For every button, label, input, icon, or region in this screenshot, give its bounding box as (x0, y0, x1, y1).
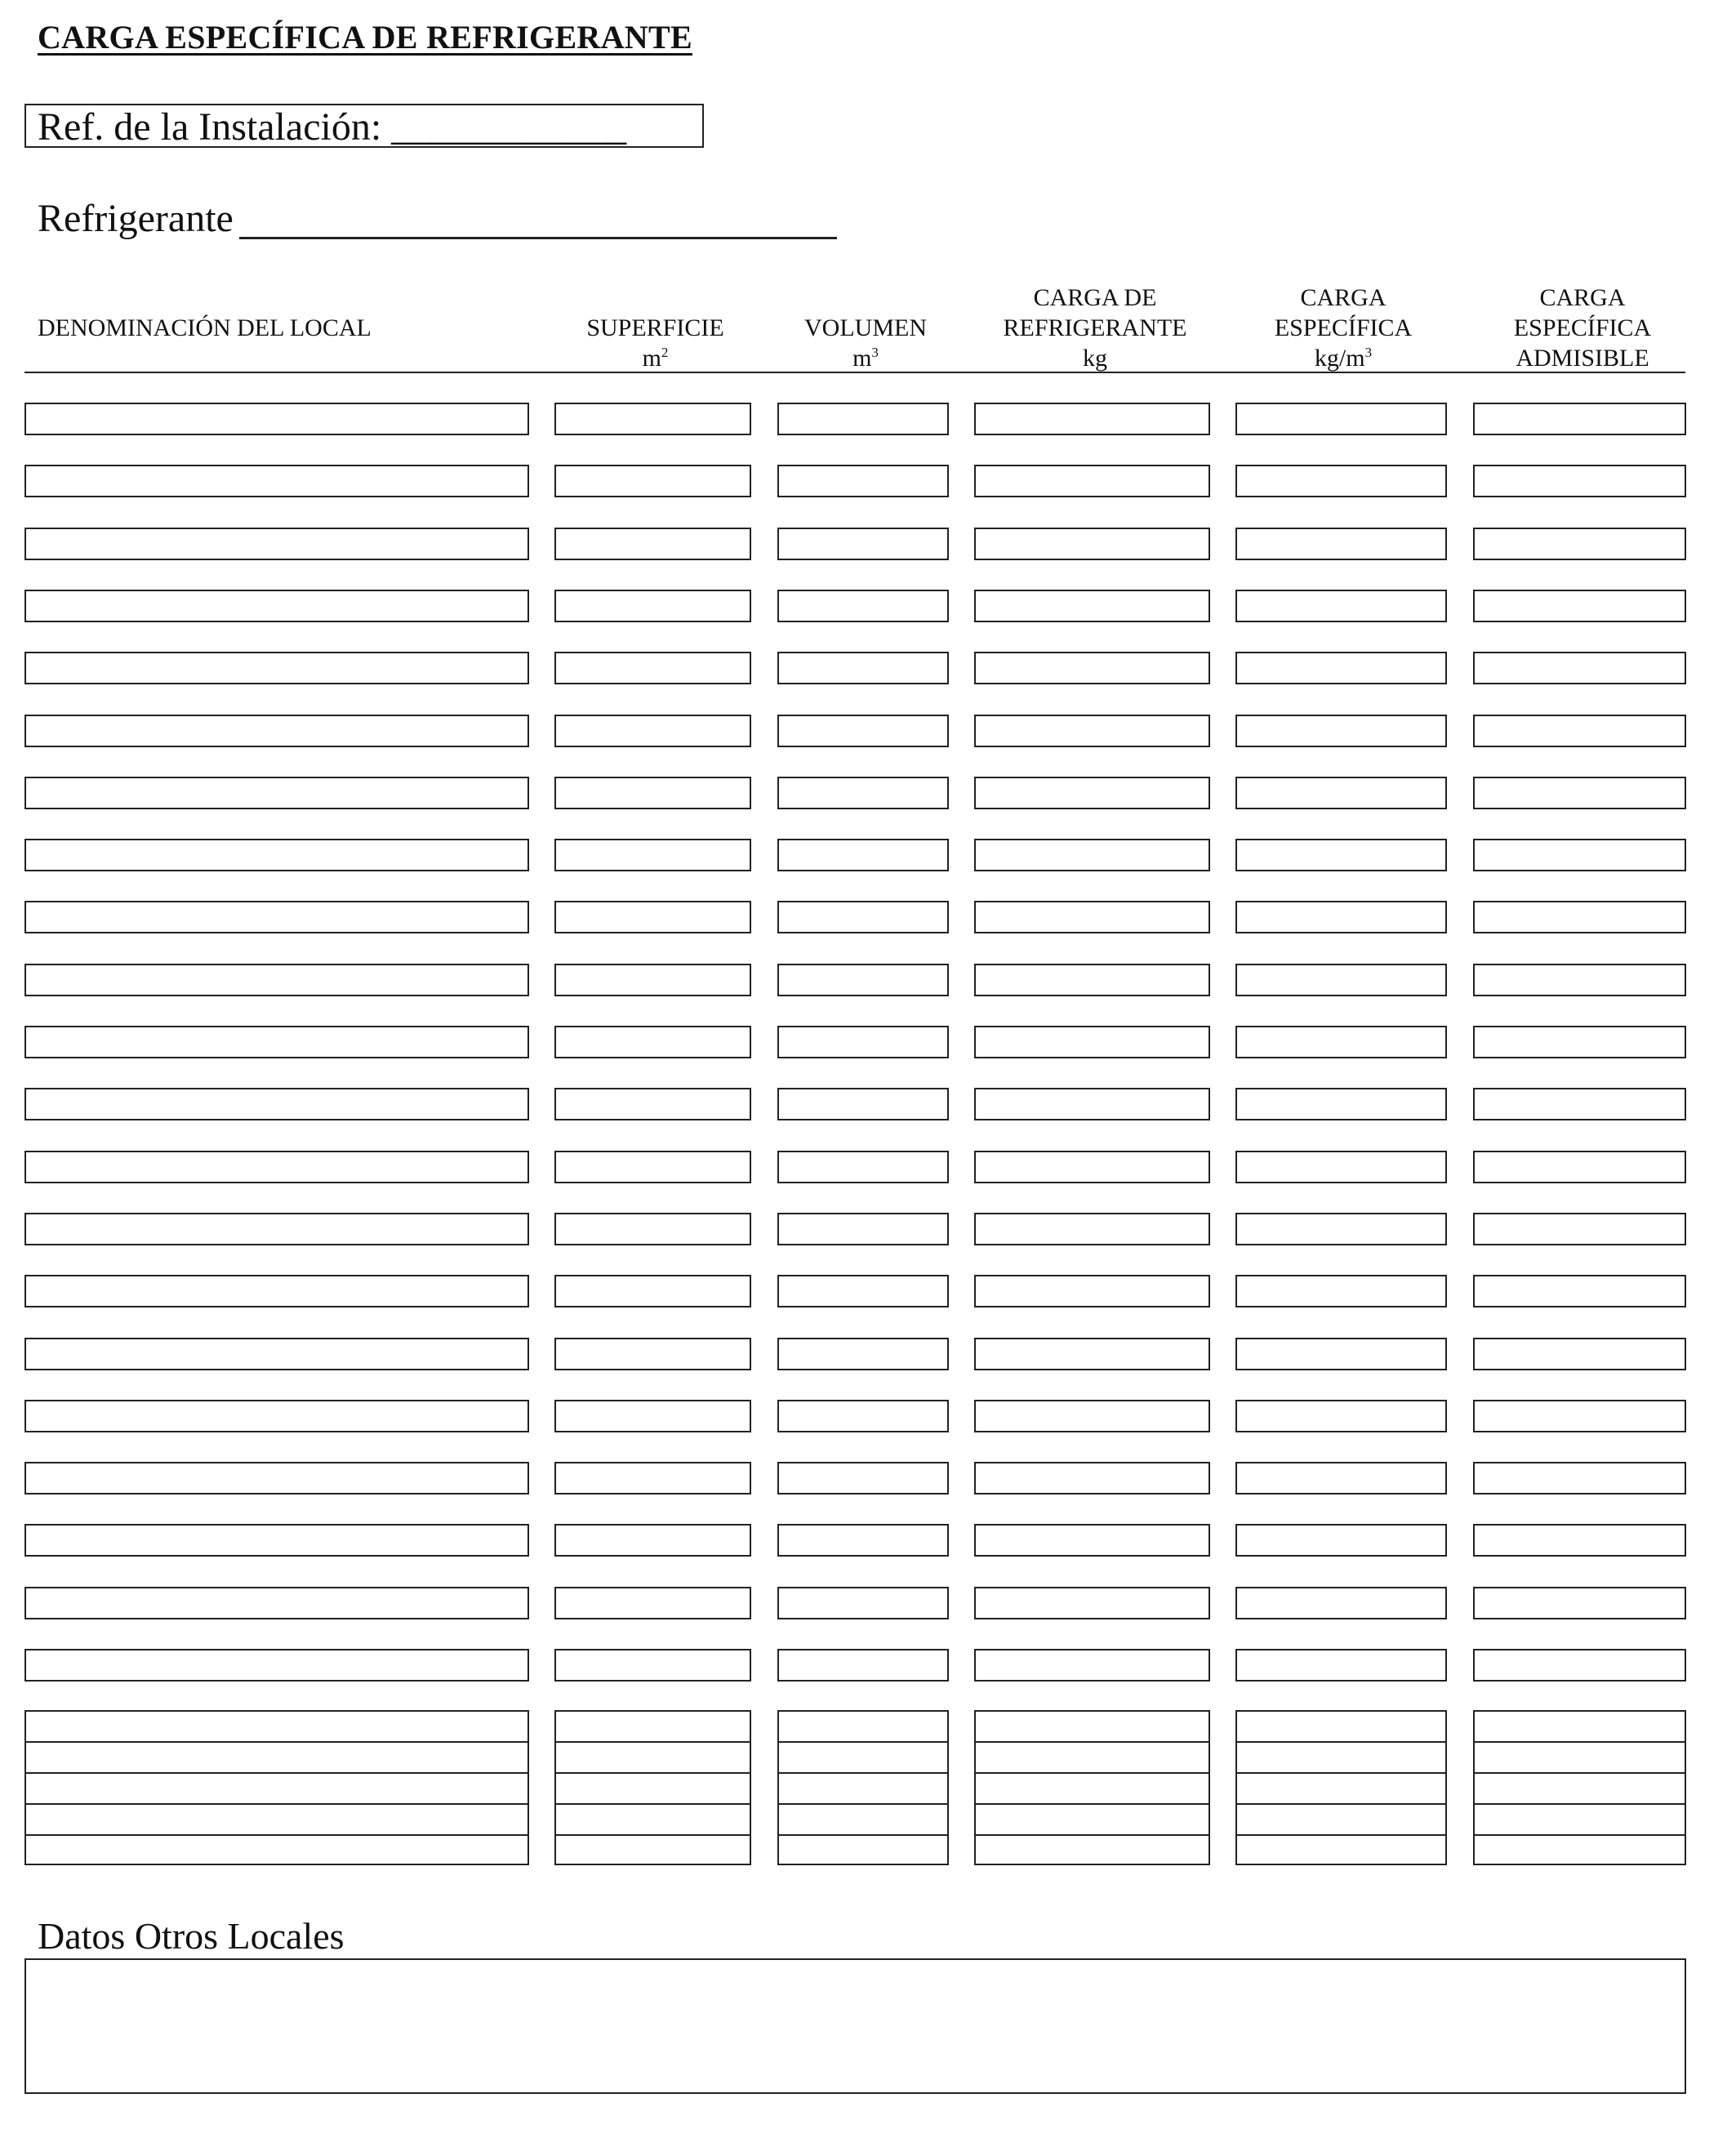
cell-carga-admisible[interactable] (1473, 901, 1686, 933)
cell-carga-refrigerante[interactable] (974, 777, 1210, 809)
cell-denominacion[interactable] (24, 465, 529, 497)
group-row-divider (777, 1741, 949, 1743)
cell-superficie[interactable] (554, 528, 751, 560)
col-header-line: CARGA DE (1033, 284, 1157, 311)
cell-volumen[interactable] (777, 1400, 949, 1432)
cell-denominacion[interactable] (24, 1462, 529, 1494)
group-row-divider (777, 1834, 949, 1836)
cell-carga-admisible[interactable] (1473, 403, 1686, 435)
cell-volumen[interactable] (777, 964, 949, 996)
cell-carga-admisible[interactable] (1473, 465, 1686, 497)
cell-group-denominacion[interactable] (24, 1710, 529, 1865)
cell-carga-refrigerante[interactable] (974, 652, 1210, 684)
cell-carga-especifica[interactable] (1235, 1026, 1447, 1058)
cell-carga-refrigerante[interactable] (974, 1338, 1210, 1370)
cell-carga-especifica[interactable] (1235, 1587, 1447, 1619)
cell-denominacion[interactable] (24, 1213, 529, 1245)
cell-superficie[interactable] (554, 590, 751, 622)
refrigerante-label: Refrigerante (38, 197, 234, 240)
group-row-divider (1473, 1772, 1686, 1774)
cell-carga-admisible[interactable] (1473, 1524, 1686, 1557)
group-row-divider (554, 1834, 751, 1836)
group-row-divider (554, 1741, 751, 1743)
cell-carga-especifica[interactable] (1235, 403, 1447, 435)
cell-carga-refrigerante[interactable] (974, 1026, 1210, 1058)
cell-volumen[interactable] (777, 528, 949, 560)
cell-carga-admisible[interactable] (1473, 1275, 1686, 1307)
col-header-line: REFRIGERANTE (1003, 314, 1187, 341)
cell-denominacion[interactable] (24, 652, 529, 684)
cell-superficie[interactable] (554, 777, 751, 809)
cell-superficie[interactable] (554, 1400, 751, 1432)
cell-denominacion[interactable] (24, 1151, 529, 1183)
cell-volumen[interactable] (777, 1151, 949, 1183)
cell-carga-refrigerante[interactable] (974, 964, 1210, 996)
cell-group-volumen[interactable] (777, 1710, 949, 1865)
cell-carga-especifica[interactable] (1235, 715, 1447, 747)
cell-carga-especifica[interactable] (1235, 1088, 1447, 1120)
cell-carga-refrigerante[interactable] (974, 1587, 1210, 1619)
cell-carga-refrigerante[interactable] (974, 528, 1210, 560)
cell-carga-especifica[interactable] (1235, 901, 1447, 933)
form-title: CARGA ESPECÍFICA DE REFRIGERANTE (38, 19, 692, 56)
cell-carga-refrigerante[interactable] (974, 1151, 1210, 1183)
cell-carga-admisible[interactable] (1473, 1338, 1686, 1370)
cell-superficie[interactable] (554, 715, 751, 747)
header-rule (24, 372, 1685, 373)
cell-superficie[interactable] (554, 1088, 751, 1120)
group-row-divider (974, 1803, 1210, 1805)
col-header-line: DENOMINACIÓN DEL LOCAL (38, 314, 372, 341)
cell-denominacion[interactable] (24, 1338, 529, 1370)
col-header-line: ADMISIBLE (1516, 345, 1649, 372)
cell-carga-refrigerante[interactable] (974, 1275, 1210, 1307)
ref-instalacion-text: Ref. de la Instalación: (38, 105, 382, 149)
cell-carga-admisible[interactable] (1473, 839, 1686, 871)
unit-exponent: 3 (1364, 345, 1373, 360)
cell-carga-admisible[interactable] (1473, 1400, 1686, 1432)
cell-volumen[interactable] (777, 1338, 949, 1370)
cell-carga-admisible[interactable] (1473, 964, 1686, 996)
cell-carga-admisible[interactable] (1473, 652, 1686, 684)
cell-carga-admisible[interactable] (1473, 777, 1686, 809)
cell-carga-especifica[interactable] (1235, 1649, 1447, 1682)
cell-carga-especifica[interactable] (1235, 1275, 1447, 1307)
otros-locales-label: Datos Otros Locales (38, 1915, 345, 1957)
col-header-volumen (780, 313, 951, 373)
cell-carga-admisible[interactable] (1473, 1151, 1686, 1183)
cell-carga-refrigerante[interactable] (974, 1400, 1210, 1432)
cell-superficie[interactable] (554, 1649, 751, 1682)
cell-carga-especifica[interactable] (1235, 465, 1447, 497)
cell-denominacion[interactable] (24, 528, 529, 560)
cell-carga-especifica[interactable] (1235, 839, 1447, 871)
group-row-divider (24, 1803, 529, 1805)
group-row-divider (974, 1772, 1210, 1774)
cell-volumen[interactable] (777, 1026, 949, 1058)
cell-carga-especifica[interactable] (1235, 1338, 1447, 1370)
cell-carga-admisible[interactable] (1473, 1026, 1686, 1058)
cell-group-carga-refrigerante[interactable] (974, 1710, 1210, 1865)
cell-denominacion[interactable] (24, 777, 529, 809)
cell-denominacion[interactable] (24, 1587, 529, 1619)
cell-carga-especifica[interactable] (1235, 777, 1447, 809)
cell-superficie[interactable] (554, 465, 751, 497)
cell-denominacion[interactable] (24, 1026, 529, 1058)
cell-denominacion[interactable] (24, 1088, 529, 1120)
cell-carga-refrigerante[interactable] (974, 1213, 1210, 1245)
cell-carga-admisible[interactable] (1473, 528, 1686, 560)
cell-carga-refrigerante[interactable] (974, 465, 1210, 497)
group-row-divider (554, 1772, 751, 1774)
cell-carga-especifica[interactable] (1235, 528, 1447, 560)
cell-carga-refrigerante[interactable] (974, 1088, 1210, 1120)
col-header-line: kg (1083, 345, 1107, 372)
group-row-divider (1473, 1803, 1686, 1805)
cell-superficie[interactable] (554, 1462, 751, 1494)
cell-denominacion[interactable] (24, 1524, 529, 1557)
unit-text: kg/m (1314, 345, 1365, 372)
cell-carga-refrigerante[interactable] (974, 715, 1210, 747)
col-header-line: CARGA (1300, 284, 1387, 311)
cell-group-carga-admisible[interactable] (1473, 1710, 1686, 1865)
group-row-divider (777, 1772, 949, 1774)
group-row-divider (1235, 1772, 1447, 1774)
group-row-divider (24, 1772, 529, 1774)
cell-volumen[interactable] (777, 1088, 949, 1120)
cell-superficie[interactable] (554, 1213, 751, 1245)
col-header-carga-especifica (1237, 283, 1449, 373)
col-header-denominacion (38, 313, 372, 343)
cell-carga-refrigerante[interactable] (974, 901, 1210, 933)
cell-volumen[interactable] (777, 590, 949, 622)
col-header-line: VOLUMEN (804, 314, 927, 341)
col-header-carga-admisible (1476, 283, 1689, 373)
group-row-divider (1235, 1741, 1447, 1743)
cell-volumen[interactable] (777, 715, 949, 747)
cell-carga-refrigerante[interactable] (974, 1649, 1210, 1682)
unit-text: m (852, 345, 872, 372)
cell-volumen[interactable] (777, 777, 949, 809)
cell-denominacion[interactable] (24, 590, 529, 622)
group-row-divider (24, 1834, 529, 1836)
group-row-divider (24, 1741, 529, 1743)
cell-superficie[interactable] (554, 839, 751, 871)
cell-superficie[interactable] (554, 964, 751, 996)
cell-superficie[interactable] (554, 1151, 751, 1183)
cell-superficie[interactable] (554, 652, 751, 684)
cell-volumen[interactable] (777, 839, 949, 871)
cell-carga-refrigerante[interactable] (974, 403, 1210, 435)
group-row-divider (1235, 1803, 1447, 1805)
cell-carga-admisible[interactable] (1473, 1649, 1686, 1682)
cell-denominacion[interactable] (24, 715, 529, 747)
cell-denominacion[interactable] (24, 1649, 529, 1682)
cell-carga-especifica[interactable] (1235, 964, 1447, 996)
cell-volumen[interactable] (777, 652, 949, 684)
cell-carga-admisible[interactable] (1473, 715, 1686, 747)
cell-superficie[interactable] (554, 403, 751, 435)
group-row-divider (1473, 1741, 1686, 1743)
refrigerante-input-line[interactable] (239, 237, 837, 239)
cell-denominacion[interactable] (24, 1275, 529, 1307)
cell-carga-admisible[interactable] (1473, 1213, 1686, 1245)
cell-carga-refrigerante[interactable] (974, 1462, 1210, 1494)
col-header-carga-refrigerante (977, 283, 1213, 373)
cell-volumen[interactable] (777, 465, 949, 497)
cell-denominacion[interactable] (24, 964, 529, 996)
cell-volumen[interactable] (777, 901, 949, 933)
unit-exponent: 2 (661, 345, 669, 360)
cell-carga-refrigerante[interactable] (974, 590, 1210, 622)
col-header-line: SUPERFICIE (586, 314, 724, 341)
group-row-divider (1473, 1834, 1686, 1836)
cell-denominacion[interactable] (24, 839, 529, 871)
col-header-unit (555, 343, 755, 373)
group-row-divider (777, 1803, 949, 1805)
cell-carga-admisible[interactable] (1473, 1587, 1686, 1619)
cell-volumen[interactable] (777, 1213, 949, 1245)
cell-carga-refrigerante[interactable] (974, 839, 1210, 871)
cell-denominacion[interactable] (24, 901, 529, 933)
unit-exponent: 3 (871, 345, 879, 360)
cell-volumen[interactable] (777, 1275, 949, 1307)
group-row-divider (554, 1803, 751, 1805)
cell-volumen[interactable] (777, 1462, 949, 1494)
col-header-superficie (555, 313, 755, 373)
cell-carga-especifica[interactable] (1235, 1524, 1447, 1557)
cell-volumen[interactable] (777, 1587, 949, 1619)
cell-superficie[interactable] (554, 901, 751, 933)
cell-carga-especifica[interactable] (1235, 590, 1447, 622)
cell-carga-admisible[interactable] (1473, 1462, 1686, 1494)
cell-carga-especifica[interactable] (1235, 1462, 1447, 1494)
cell-denominacion[interactable] (24, 1400, 529, 1432)
group-row-divider (974, 1834, 1210, 1836)
cell-carga-admisible[interactable] (1473, 1088, 1686, 1120)
group-row-divider (1235, 1834, 1447, 1836)
cell-group-carga-especifica[interactable] (1235, 1710, 1447, 1865)
cell-superficie[interactable] (554, 1587, 751, 1619)
ref-instalacion-blank: ____________ (391, 105, 627, 149)
cell-superficie[interactable] (554, 1026, 751, 1058)
cell-carga-especifica[interactable] (1235, 1400, 1447, 1432)
col-header-line: CARGA (1539, 284, 1626, 311)
cell-group-superficie[interactable] (554, 1710, 751, 1865)
cell-volumen[interactable] (777, 403, 949, 435)
cell-carga-especifica[interactable] (1235, 652, 1447, 684)
cell-carga-admisible[interactable] (1473, 590, 1686, 622)
col-header-unit (1237, 343, 1449, 373)
cell-superficie[interactable] (554, 1524, 751, 1557)
otros-locales-textarea[interactable] (24, 1958, 1686, 2094)
col-header-unit (780, 343, 951, 373)
col-header-line: ESPECÍFICA (1513, 314, 1652, 341)
cell-carga-refrigerante[interactable] (974, 1524, 1210, 1557)
cell-superficie[interactable] (554, 1338, 751, 1370)
cell-volumen[interactable] (777, 1524, 949, 1557)
unit-text: m (642, 345, 661, 372)
cell-carga-especifica[interactable] (1235, 1213, 1447, 1245)
col-header-line: ESPECÍFICA (1274, 314, 1413, 341)
cell-carga-especifica[interactable] (1235, 1151, 1447, 1183)
group-row-divider (974, 1741, 1210, 1743)
cell-superficie[interactable] (554, 1275, 751, 1307)
cell-denominacion[interactable] (24, 403, 529, 435)
cell-volumen[interactable] (777, 1649, 949, 1682)
ref-instalacion-label (38, 105, 626, 150)
